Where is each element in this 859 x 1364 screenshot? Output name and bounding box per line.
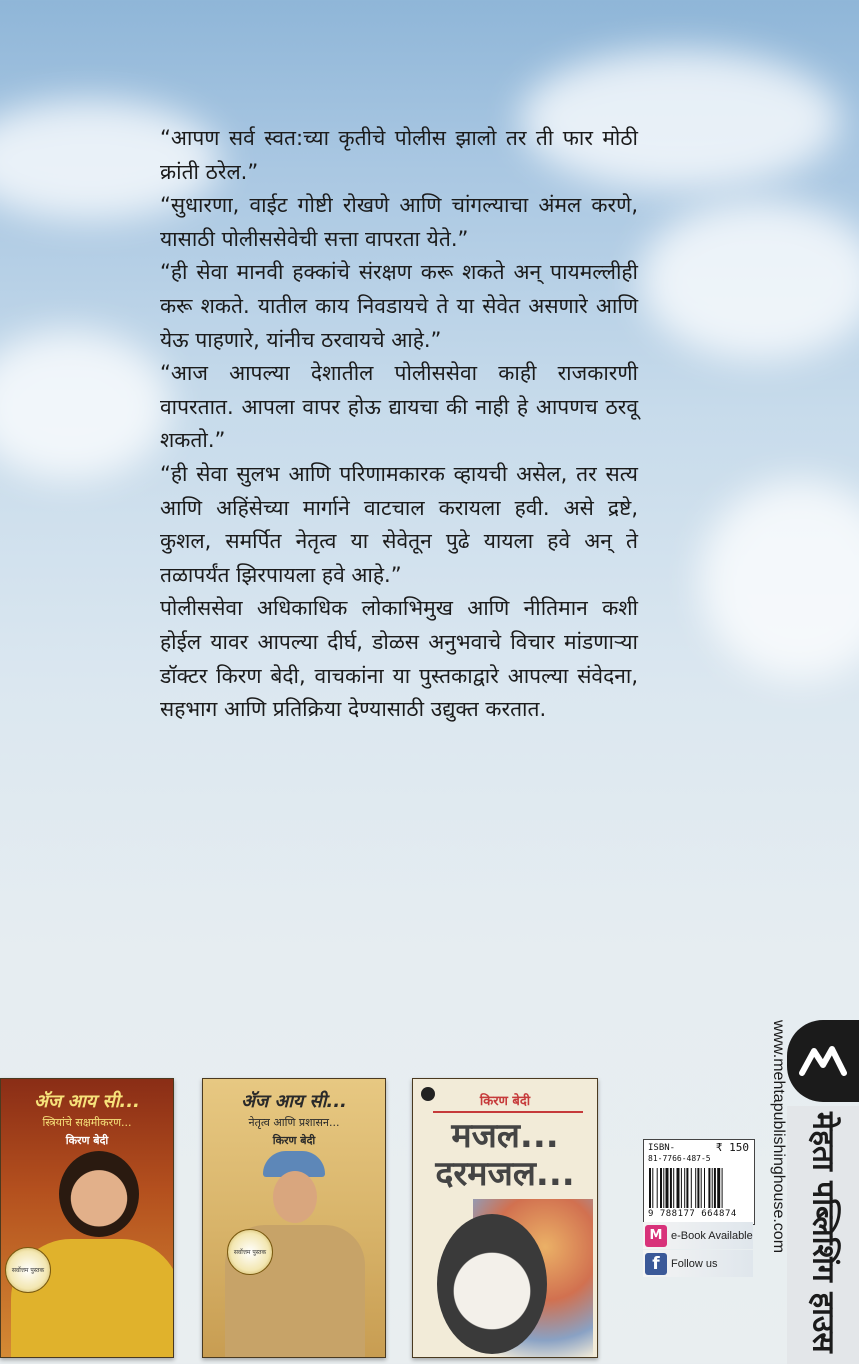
portrait-image <box>273 1171 317 1223</box>
ebook-icon: M <box>645 1225 667 1247</box>
book-title: ॲज आय सी... <box>34 1091 140 1112</box>
book-subtitle: स्त्रियांचे सक्षमीकरण... <box>42 1116 132 1129</box>
price-label: ₹ 150 <box>715 1141 749 1154</box>
book-title: मजल... दरमजल... <box>435 1116 575 1194</box>
cloud <box>640 200 859 360</box>
blurb-paragraph: पोलीससेवा अधिकाधिक लोकाभिमुख आणि नीतिमान कशी होईल यावर आपल्या दीर्घ, डोळस अनुभवाचे विचार मांडणाऱ्या डॉक्टर किरण बेदी, वाचकांना या पुस्तकाद्वारे आपल्या संवेदना, सहभाग आणि प्रतिक्रिया देण्यासाठी उद्युक्त करतात. <box>160 596 638 722</box>
award-badge: सर्वोत्तम पुस्तक <box>227 1229 273 1275</box>
isbn-barcode-box <box>643 1139 755 1225</box>
book-cover-netrutva[interactable] <box>202 1078 386 1358</box>
cloud <box>0 330 170 480</box>
award-badge: सर्वोत्तम पुस्तक <box>5 1247 51 1293</box>
book-cover-stree-saksham[interactable] <box>0 1078 174 1358</box>
book-author: किरण बेदी <box>479 1094 531 1109</box>
barcode-bar <box>722 1168 723 1208</box>
follow-us-badge[interactable] <box>643 1250 753 1277</box>
blurb-paragraph: “आज आपल्या देशातील पोलीससेवा काही राजकारणी वापरतात. आपला वापर होऊ द्यायचा की नाही हे आपणच ठरवू शकतो.” <box>160 361 638 453</box>
blurb-paragraph: “ही सेवा मानवी हक्कांचे संरक्षण करू शकते अन् पायमल्लीही करू शकते. यातील काय निवडायचे ते या सेवेत असणारे आणि येऊ पाहणारे, यांनीच ठरवायचे आहे.” <box>160 260 638 352</box>
book-cover-majal-darmajal[interactable] <box>412 1078 598 1358</box>
book-title: ॲज आय सी... <box>241 1091 347 1112</box>
publisher-name: मेहता पब्लिशिंग हाउस <box>787 1106 859 1364</box>
back-cover-blurb <box>160 122 638 727</box>
barcode-bar <box>649 1168 651 1208</box>
portrait-image <box>59 1151 139 1237</box>
publisher-logo-icon <box>798 1041 848 1081</box>
portrait-sketch-image <box>437 1214 547 1354</box>
blurb-paragraph: “सुधारणा, वाईट गोष्टी रोखणे आणि चांगल्याचा अंमल करणे, यासाठी पोलीससेवेची सत्ता वापरता येते.” <box>160 193 638 251</box>
book-author: किरण बेदी <box>65 1134 109 1147</box>
barcode-bar <box>697 1168 699 1208</box>
barcode-bar <box>708 1168 710 1208</box>
isbn-number: 81-7766-487-5 <box>648 1154 711 1163</box>
blurb-paragraph: “ही सेवा सुलभ आणि परिणामकारक व्हायची असेल, तर सत्य आणि अहिंसेच्या मार्गाने वाटचाल करायला हवी. असे द्रष्टे, कुशल, समर्पित नेतृत्व या सेवेतून पुढे यायला हवे अन् ते तळापर्यंत झिरपायला हवे आहे.” <box>160 461 638 587</box>
barcode-bar <box>686 1168 688 1208</box>
barcode-bar <box>712 1168 713 1208</box>
publisher-logo <box>787 1020 859 1102</box>
publisher-website[interactable]: www.mehtapublishinghouse.com <box>770 1020 787 1254</box>
barcode-bar <box>663 1168 664 1208</box>
divider <box>433 1111 583 1113</box>
blurb-paragraph: “आपण सर्व स्वत:च्या कृतीचे पोलीस झालो तर ती फार मोठी क्रांती ठरेल.” <box>160 126 638 184</box>
barcode-bar <box>691 1168 692 1208</box>
barcode-bar <box>670 1168 672 1208</box>
book-subtitle: नेतृत्व आणि प्रशासन... <box>248 1116 340 1129</box>
barcode-bar <box>714 1168 716 1208</box>
isbn-label: ISBN- <box>648 1143 676 1153</box>
follow-label: Follow us <box>671 1257 718 1270</box>
barcode-bar <box>652 1168 653 1208</box>
barcode-bar <box>666 1168 669 1208</box>
barcode-bar <box>673 1168 674 1208</box>
barcode <box>649 1168 749 1208</box>
book-author: किरण बेदी <box>272 1134 316 1147</box>
cloud <box>700 480 859 680</box>
barcode-bar <box>695 1168 696 1208</box>
barcode-bar <box>681 1168 682 1208</box>
ebook-available-badge[interactable] <box>643 1222 753 1249</box>
barcode-bar <box>684 1168 685 1208</box>
barcode-bar <box>657 1168 658 1208</box>
barcode-bar <box>660 1168 662 1208</box>
barcode-digits: 9 788177 664874 <box>648 1209 737 1219</box>
ebook-label: e-Book Available <box>671 1229 753 1242</box>
barcode-bar <box>677 1168 680 1208</box>
facebook-icon: f <box>645 1253 667 1275</box>
barcode-bar <box>717 1168 720 1208</box>
barcode-bar <box>701 1168 702 1208</box>
barcode-bar <box>704 1168 705 1208</box>
